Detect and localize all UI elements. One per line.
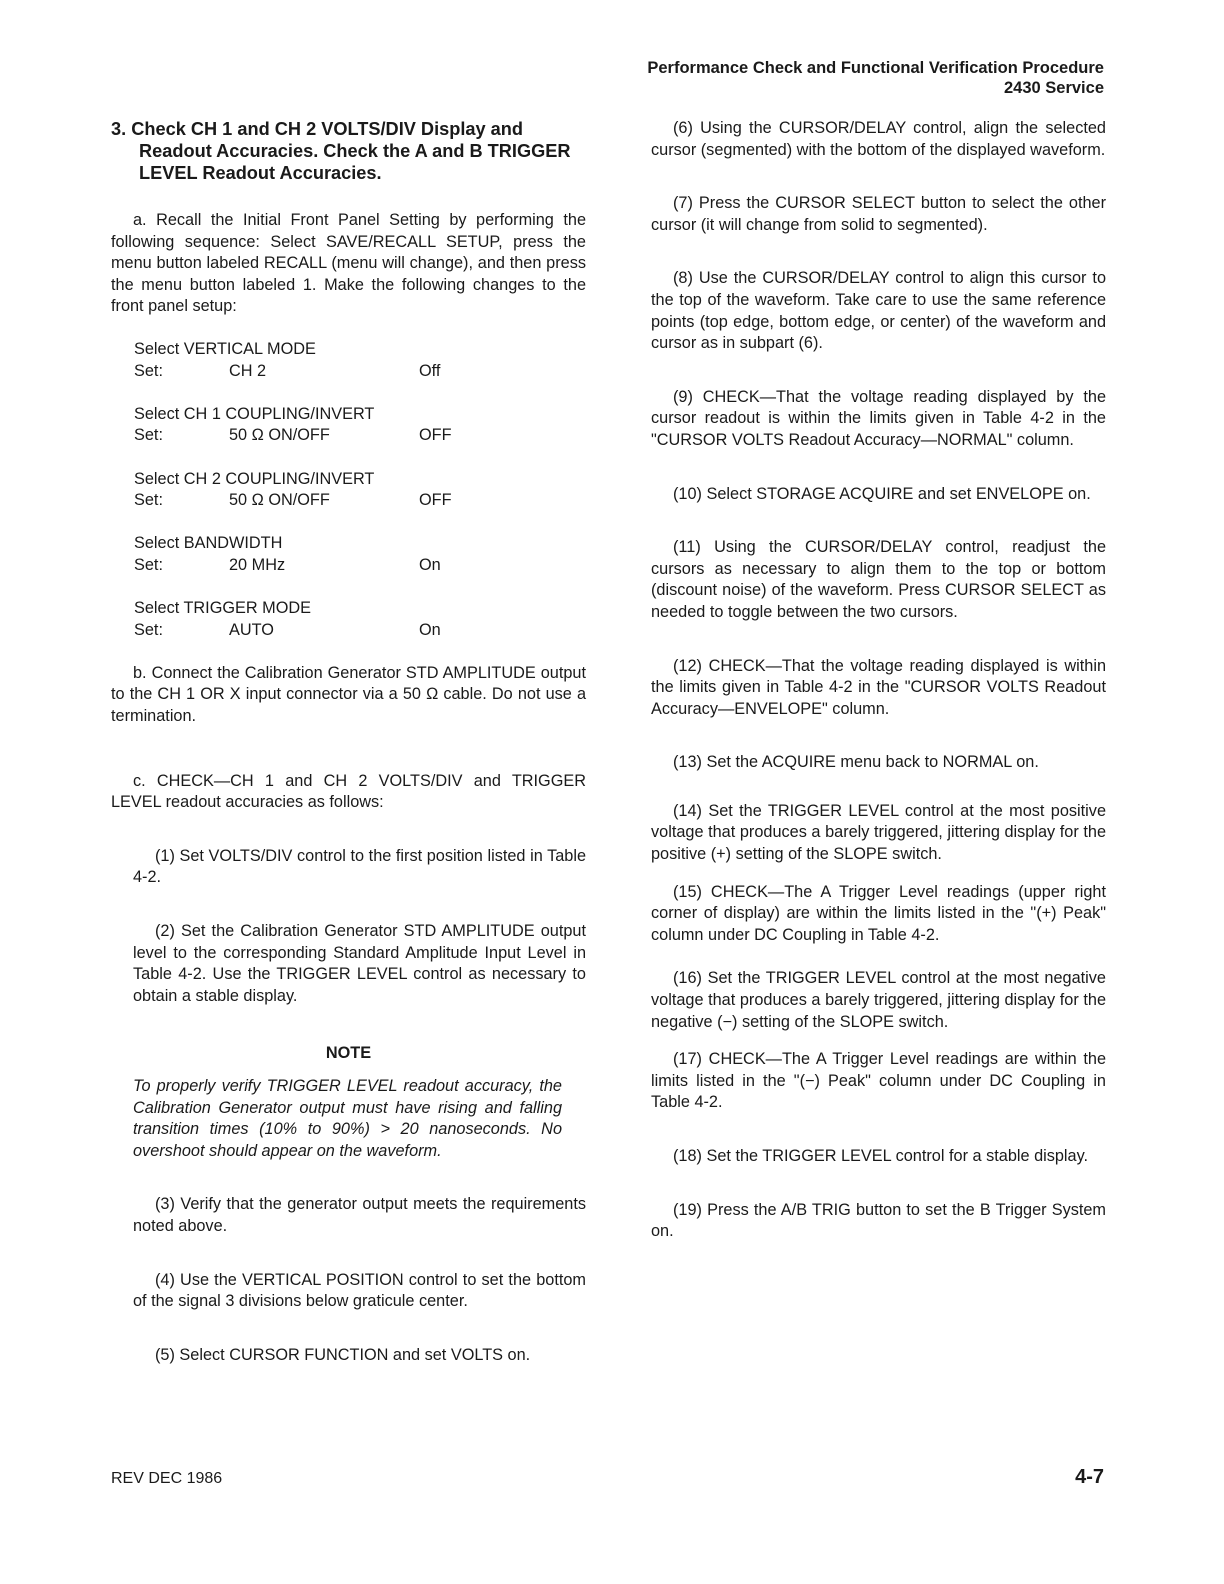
setting-set-label: Set: [134, 620, 163, 639]
step-c: c. CHECK—CH 1 and CH 2 VOLTS/DIV and TRIGGER LEVEL readout accuracies as follows: [111, 771, 586, 812]
right-column [651, 118, 1106, 1243]
setting-value: CH 2 [229, 361, 267, 380]
setting-state: Off [419, 361, 441, 380]
substep-5: (5) Select CURSOR FUNCTION and set VOLTS on. [155, 1345, 531, 1364]
setting-set-label: Set: [134, 555, 163, 574]
step-a: a. Recall the Initial Front Panel Setting by performing the following sequence: Select SAVE/RECALL SETUP, press the menu button labeled RECALL (menu will change), and then press the menu button labeled 1. Make the following changes to the front panel setup: [111, 211, 586, 316]
setting-value: 50 Ω ON/OFF [229, 426, 330, 445]
substep-19: (19) Press the A/B TRIG button to set the B Trigger System on. [651, 1200, 1106, 1241]
page-header [647, 58, 1104, 98]
setting-select: Select BANDWIDTH [134, 534, 283, 553]
setting-group [134, 339, 586, 382]
setting-set-label: Set: [134, 426, 163, 445]
setting-row [134, 490, 586, 512]
setting-value: 20 MHz [229, 555, 286, 574]
settings-list [134, 339, 586, 641]
setting-group [134, 533, 586, 576]
substep-13: (13) Set the ACQUIRE menu back to NORMAL on. [673, 753, 1039, 772]
setting-select: Select CH 1 COUPLING/INVERT [134, 404, 375, 423]
setting-value: AUTO [229, 620, 274, 639]
setting-state: OFF [419, 491, 452, 510]
header-title: Performance Check and Functional Verification Procedure [647, 59, 1104, 77]
substep-10: (10) Select STORAGE ACQUIRE and set ENVELOPE on. [673, 484, 1091, 503]
setting-set-label: Set: [134, 361, 163, 380]
substep-4: (4) Use the VERTICAL POSITION control to set the bottom of the signal 3 divisions below graticule center. [133, 1270, 586, 1311]
setting-group [134, 469, 586, 512]
setting-state: On [419, 620, 441, 639]
setting-set-label: Set: [134, 491, 163, 510]
setting-row [134, 425, 586, 447]
setting-value: 50 Ω ON/OFF [229, 491, 330, 510]
substep-2: (2) Set the Calibration Generator STD AMPLITUDE output level to the corresponding Standard Amplitude Input Level in Table 4-2. Use the TRIGGER LEVEL control as necessary to obtain a stable display. [133, 922, 586, 1005]
substep-7: (7) Press the CURSOR SELECT button to select the other cursor (it will change from solid to segmented). [651, 194, 1106, 234]
setting-group [134, 404, 586, 447]
setting-group [134, 598, 586, 641]
substep-15: (15) CHECK—The A Trigger Level readings (upper right corner of display) are within the limits listed in the "(+) Peak" column under DC Coupling in Table 4-2. [651, 882, 1106, 944]
substep-18: (18) Set the TRIGGER LEVEL control for a stable display. [673, 1147, 1089, 1165]
setting-row [134, 620, 586, 642]
page-number: 4-7 [1075, 1466, 1104, 1488]
header-subtitle: 2430 Service [1003, 79, 1104, 97]
note-title: NOTE [325, 1044, 372, 1063]
setting-state: On [419, 555, 441, 574]
setting-select: Select VERTICAL MODE [134, 339, 316, 358]
substep-14: (14) Set the TRIGGER LEVEL control at the most positive voltage that produces a barely triggered, jittering display for the positive (+) setting of the SLOPE switch. [651, 801, 1106, 864]
section-title: 3. Check CH 1 and CH 2 VOLTS/DIV Display and Readout Accuracies. Check the A and B TRIGGER LEVEL Readout Accuracies. [111, 119, 571, 183]
substep-17: (17) CHECK—The A Trigger Level readings are within the limits listed in the "(−) Peak" column under DC Coupling in Table 4-2. [651, 1050, 1106, 1112]
substep-8: (8) Use the CURSOR/DELAY control to align this cursor to the top of the waveform. Take care to use the same reference points (top edge, bottom edge, or center) of the waveform and cursor as in subpart (6). [651, 269, 1106, 353]
substep-11: (11) Using the CURSOR/DELAY control, readjust the cursors as necessary to align them to the top or bottom (discount noise) of the waveform. Press CURSOR SELECT as needed to toggle between the two cursors. [651, 538, 1106, 621]
substep-6: (6) Using the CURSOR/DELAY control, align the selected cursor (segmented) with the bottom of the displayed waveform. [651, 119, 1106, 159]
substep-9: (9) CHECK—That the voltage reading displayed by the cursor readout is within the limits given in Table 4-2 in the "CURSOR VOLTS Readout Accuracy—NORMAL" column. [651, 387, 1106, 449]
substeps-left-2 [111, 1194, 586, 1366]
step-b: b. Connect the Calibration Generator STD AMPLITUDE output to the CH 1 OR X input connector via a 50 Ω cable. Do not use a termination. [111, 663, 586, 726]
setting-row [134, 361, 586, 383]
revision-date: REV DEC 1986 [111, 1470, 223, 1487]
substep-16: (16) Set the TRIGGER LEVEL control at the most negative voltage that produces a barely triggered, jittering display for the negative (−) setting of the SLOPE switch. [651, 969, 1106, 1031]
substep-3: (3) Verify that the generator output meets the requirements noted above. [133, 1195, 586, 1235]
substep-1: (1) Set VOLTS/DIV control to the first position listed in Table 4-2. [133, 846, 586, 887]
substep-12: (12) CHECK—That the voltage reading displayed is within the limits given in Table 4-2 in the "CURSOR VOLTS Readout Accuracy—ENVELOPE" column. [651, 656, 1106, 718]
setting-select: Select CH 2 COUPLING/INVERT [134, 469, 375, 488]
setting-row [134, 555, 586, 577]
left-column [111, 118, 586, 1366]
note-body: To properly verify TRIGGER LEVEL readout accuracy, the Calibration Generator output must have rising and falling transition times (10% to 90%) > 20 nanoseconds. No overshoot should appear on the waveform. [133, 1077, 562, 1160]
substeps-left [111, 846, 586, 1008]
setting-select: Select TRIGGER MODE [134, 599, 312, 618]
setting-state: OFF [419, 426, 452, 445]
